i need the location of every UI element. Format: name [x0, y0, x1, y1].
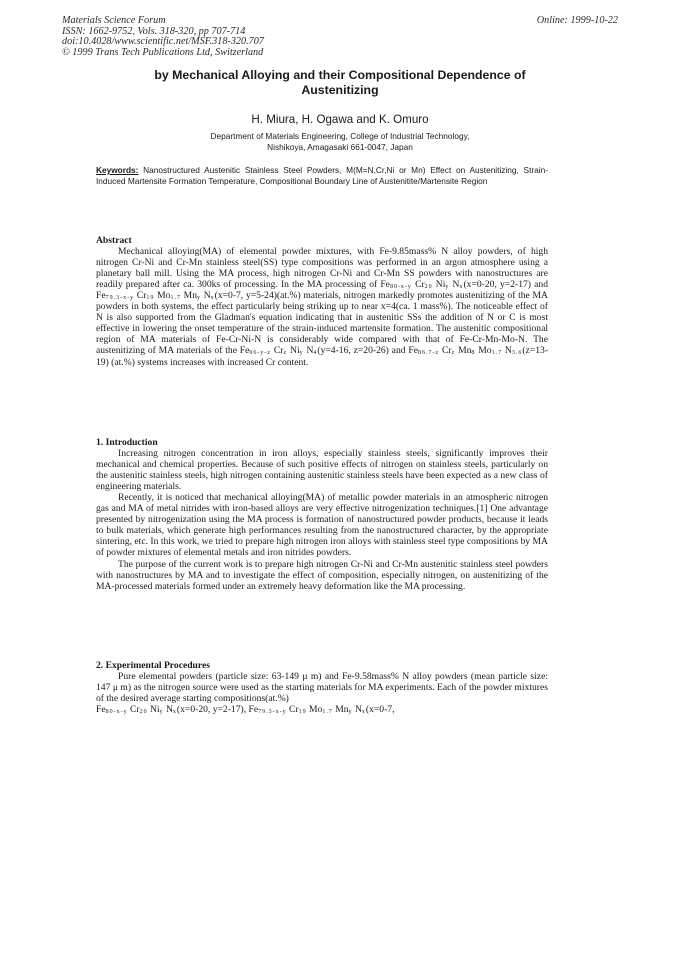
online-date: Online: 1999-10-22 — [536, 15, 618, 26]
journal-header — [62, 16, 618, 58]
introduction-section — [96, 437, 548, 592]
abstract-section — [96, 235, 548, 368]
title-line-1: by Mechanical Alloying and their Compositional Dependence of — [154, 68, 526, 82]
author-list: H. Miura, H. Ogawa and K. Omuro — [251, 113, 429, 126]
paper-title — [90, 68, 590, 98]
composition-line: $Fe_{80-x-y}$ $Cr_{20}$ $Ni_y$ $N_x(x=0-20$, y=2-17), $Fe_{79.3-x-y}$ $Cr_{19}$ $Mo_{1.7}$ $Mn_y$ $N_x(x=0-7$, — [96, 704, 395, 716]
introduction-paragraph-2: Recently, it is noticed that mechanical alloying(MA) of metallic powder materials in an atmospheric nitrogen gas and MA of metal nitrides with iron-based alloys are very effective nitrogenization techniques.[1] One advantage presented by nitrogenization using the MA process is formation of nanostructured powder products, because it leads to bulk materials, which generate high performances resulting from the nanostructured character, by the appropriate sintering, etc. In this work, we tried to prepare high nitrogen iron alloys with stainless steel type compositions by MA of powder mixtures of elemental metals and iron nitrides powders. — [96, 492, 548, 559]
experimental-heading: 2. Experimental Procedures — [96, 660, 210, 671]
issn-line: ISSN: 1662-9752, Vols. 318-320, pp 707-714 — [62, 25, 246, 37]
abstract-heading: Abstract — [96, 235, 132, 246]
copyright-line: © 1999 Trans Tech Publications Ltd, Switzerland — [62, 46, 264, 58]
affiliation-line-1: Department of Materials Engineering, College of Industrial Technology, — [210, 131, 470, 141]
experimental-paragraph-1: Pure elemental powders (particle size: 63-149 μ m) and Fe-9.58mass% N alloy powders (mean particle size: 147 μ m) as the nitrogen source were used as the starting materials for MA experiments. Each of the powder mixtures of the desired average starting compositions(at.%) — [96, 671, 548, 705]
doi-line[interactable]: doi:10.4028/www.scientific.net/MSF.318-320.707 — [62, 36, 264, 48]
experimental-section — [96, 660, 548, 715]
abstract-paragraph: Mechanical alloying(MA) of elemental powder mixtures, with Fe-9.85mass% N alloy powders, of high nitrogen Cr-Ni and Cr-Mn stainless steel(SS) type compositions was performed in an argon atmosphere using a planetary ball mill. Using the MA process, high nitrogen Cr-Ni and Cr-Mn SS powders with nanostructures are readily prepared after ca. 300ks of processing. In the MA processing of $Fe_{80-x-y}$ $Cr_{20}$ $Ni_y$ $N_x(x=0-20$, y=2-17) and $Fe_{79.3-x-y}$ $Cr_{19}$ $Mo_{1.7}$ $Mn_y$ $N_x(x=0-7$, y=5-24)(at.%) materials, nitrogen markedly promotes austenitizing of the MA powders in both systems, the effect particularly being striking up to near x=4(ca. 1 mass%). The noticeable effect of N is also supported from the Gladman's equation indicating that in austenitic SSs the addition of N or C is most effective in lowering the onset temperature of the strain-induced martensite formation. The austenitic compositional region of MA materials of Fe-Cr-Ni-N is considerably wide compared with that of Fe-Cr-Mn-Mo-N. The austenitizing of MA materials of the $Fe_{96-y-z}$ $Cr_z$ $Ni_y$ $N_4(y=4-16$, z=20-26) and $Fe_{86.7-z}$ $Cr_z$ $Mn_8$ $Mo_{1.7}$ $N_{3.6}(z=13-19)$ (at.%) systems increases with increased Cr content. — [96, 246, 549, 368]
affiliation-line-2: Nishikoya, Amagasaki 661-0047, Japan — [267, 141, 413, 152]
journal-name: Materials Science Forum — [62, 15, 166, 26]
keywords-text: Nanostructured Austenitic Stainless Steel Powders, M(M=N,Cr,Ni or Mn) Effect on Austenitizing, Strain-Induced Martensite Formation Temperature, Compositional Boundary Line of Austenitite/Martensite Region — [96, 165, 548, 186]
introduction-heading: 1. Introduction — [96, 437, 158, 448]
introduction-paragraph-3: The purpose of the current work is to prepare high nitrogen Cr-Ni and Cr-Mn austenitic stainless steel powders with nanostructures by MA and to investigate the effect of composition, especially nitrogen, on austenitizing of the MA-processed materials formed under an extremely heavy deformation like the MA processing. — [96, 558, 548, 592]
keywords-label: Keywords: — [96, 165, 139, 175]
affiliation — [90, 131, 590, 152]
keywords-block — [96, 165, 548, 187]
introduction-paragraph-1: Increasing nitrogen concentration in iron alloys, especially stainless steels, significantly improves their mechanical and chemical properties. Because of such positive effects of nitrogen on stainless steels, particularly on the austenitic stainless steels, high nitrogen containing austenitic stainless steels have been expected as a new class of engineering materials. — [96, 448, 548, 493]
title-line-2: Austenitizing — [301, 83, 379, 97]
